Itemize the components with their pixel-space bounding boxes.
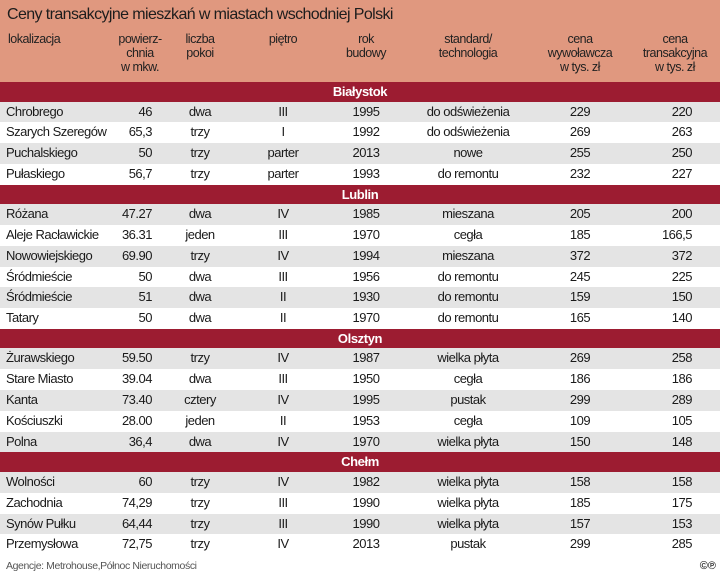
cell-standard: nowe (453, 145, 483, 161)
cell-year: 1990 (352, 494, 380, 510)
cell-rooms: jeden (185, 412, 215, 428)
table-row (0, 102, 720, 123)
cell-area: 51 (138, 289, 152, 305)
cell-standard: do remontu (437, 289, 499, 305)
cell-transaction-price: 285 (671, 536, 692, 552)
cell-floor: parter (267, 165, 299, 181)
cell-area: 50 (138, 310, 152, 326)
cell-floor: III (278, 494, 288, 510)
cell-asking-price: 372 (569, 247, 591, 263)
cell-standard: wielka płyta (437, 433, 499, 449)
cell-rooms: trzy (190, 494, 210, 510)
cell-rooms: trzy (190, 536, 210, 552)
cell-rooms: dwa (188, 371, 212, 387)
table-row (0, 204, 720, 225)
cell-asking-price: 255 (569, 145, 591, 161)
cell-transaction-price: 263 (671, 124, 692, 140)
cell-year: 1930 (352, 289, 380, 305)
cell-asking-price: 299 (569, 392, 591, 408)
cell-floor: II (279, 412, 287, 428)
table-row (0, 493, 720, 514)
cell-standard: pustak (450, 392, 486, 408)
cell-year: 1970 (352, 310, 380, 326)
table-row (0, 122, 720, 143)
cell-floor: IV (277, 392, 289, 408)
cell-location: Tatary (6, 310, 39, 326)
cell-rooms: trzy (190, 247, 210, 263)
section-header-2: Olsztyn (0, 329, 720, 349)
cell-floor: III (278, 515, 288, 531)
cell-transaction-price: 220 (671, 103, 692, 119)
cell-floor: parter (267, 145, 299, 161)
cell-asking-price: 299 (569, 536, 591, 552)
cell-standard: wielka płyta (437, 515, 499, 531)
cell-standard: cegła (453, 412, 483, 428)
column-header-rooms: liczba pokoi (185, 32, 215, 60)
cell-rooms: trzy (190, 124, 210, 140)
cell-transaction-price: 258 (671, 350, 692, 366)
cell-floor: III (278, 371, 288, 387)
cell-year: 1993 (352, 165, 380, 181)
table-row (0, 143, 720, 164)
cell-standard: mieszana (442, 247, 494, 263)
price-table (0, 82, 720, 555)
cell-location: Pułaskiego (6, 165, 65, 181)
cell-location: Zachodnia (6, 494, 63, 510)
cell-floor: IV (277, 206, 289, 222)
cell-floor: IV (277, 247, 289, 263)
cell-asking-price: 269 (569, 124, 591, 140)
cell-area: 60 (138, 473, 152, 489)
cell-transaction-price: 150 (671, 289, 692, 305)
table-row (0, 287, 720, 308)
cell-standard: wielka płyta (437, 494, 499, 510)
table-row (0, 225, 720, 246)
cell-asking-price: 165 (569, 310, 591, 326)
cell-location: Przemysłowa (6, 536, 78, 552)
cell-location: Aleje Racławickie (6, 226, 99, 242)
cell-rooms: dwa (188, 268, 212, 284)
cell-location: Wolności (6, 473, 55, 489)
cell-rooms: cztery (184, 392, 216, 408)
cell-rooms: trzy (190, 350, 210, 366)
cell-transaction-price: 225 (671, 268, 692, 284)
cell-area: 36,4 (128, 433, 152, 449)
cell-area: 59.50 (121, 350, 152, 366)
table-row (0, 348, 720, 369)
table-row (0, 411, 720, 432)
chart-title: Ceny transakcyjne mieszkań w miastach wschodniej Polski (7, 6, 393, 23)
section-header-3: Chełm (0, 452, 720, 472)
column-header-year: rok budowy (345, 32, 387, 60)
table-row (0, 369, 720, 390)
table-row (0, 164, 720, 185)
cell-transaction-price: 158 (671, 473, 692, 489)
cell-transaction-price: 289 (671, 392, 692, 408)
cell-floor: I (281, 124, 285, 140)
cell-asking-price: 109 (569, 412, 591, 428)
cell-area: 65,3 (128, 124, 152, 140)
column-header-asking-price: cena wywoławcza w tys. zł (547, 32, 613, 74)
cell-area: 56,7 (128, 165, 152, 181)
cell-area: 47.27 (121, 206, 152, 222)
cell-year: 1985 (352, 206, 380, 222)
cell-asking-price: 158 (569, 473, 591, 489)
cell-asking-price: 232 (569, 165, 591, 181)
cell-standard: pustak (450, 536, 486, 552)
cell-transaction-price: 372 (671, 247, 692, 263)
cell-location: Kanta (6, 392, 38, 408)
table-row (0, 472, 720, 493)
cell-year: 1987 (352, 350, 380, 366)
column-header-transaction-price: cena transakcyjna w tys. zł (642, 32, 708, 74)
cell-year: 1995 (352, 392, 380, 408)
cell-standard: do remontu (437, 268, 499, 284)
table-row (0, 514, 720, 535)
cell-asking-price: 205 (569, 206, 591, 222)
cell-standard: cegła (453, 371, 483, 387)
cell-year: 1982 (352, 473, 380, 489)
cell-rooms: dwa (188, 103, 212, 119)
cell-floor: III (278, 103, 288, 119)
cell-asking-price: 229 (569, 103, 591, 119)
cell-standard: do remontu (437, 165, 499, 181)
cell-location: Żurawskiego (6, 350, 75, 366)
cell-year: 2013 (352, 145, 380, 161)
cell-rooms: jeden (185, 226, 215, 242)
cell-standard: do odświeżenia (426, 124, 510, 140)
cell-floor: III (278, 268, 288, 284)
cell-area: 72,75 (121, 536, 152, 552)
cell-asking-price: 185 (569, 226, 591, 242)
cell-standard: cegła (453, 226, 483, 242)
cell-year: 1970 (352, 226, 380, 242)
cell-asking-price: 185 (569, 494, 591, 510)
cell-asking-price: 186 (569, 371, 591, 387)
cell-location: Kościuszki (6, 412, 63, 428)
cell-area: 50 (138, 268, 152, 284)
cell-standard: mieszana (442, 206, 494, 222)
cell-area: 73.40 (121, 392, 152, 408)
cell-rooms: trzy (190, 145, 210, 161)
cell-asking-price: 245 (569, 268, 591, 284)
table-row (0, 390, 720, 411)
cell-transaction-price: 166,5 (661, 226, 692, 242)
cell-area: 39.04 (121, 371, 152, 387)
column-header-standard: standard/ technologia (438, 32, 498, 60)
cell-asking-price: 150 (569, 433, 591, 449)
cell-location: Polna (6, 433, 37, 449)
cell-transaction-price: 175 (671, 494, 692, 510)
cell-floor: II (279, 289, 287, 305)
source-note: Agencje: Metrohouse,Północ Nieruchomości (6, 560, 197, 572)
cell-location: Nowowiejskiego (6, 247, 93, 263)
cell-transaction-price: 227 (671, 165, 692, 181)
cell-transaction-price: 250 (671, 145, 692, 161)
publisher-logo: ©℗ (699, 560, 716, 572)
cell-transaction-price: 200 (671, 206, 692, 222)
cell-floor: III (278, 226, 288, 242)
table-row (0, 267, 720, 288)
cell-area: 36.31 (121, 226, 152, 242)
cell-rooms: dwa (188, 206, 212, 222)
cell-standard: wielka płyta (437, 473, 499, 489)
cell-transaction-price: 105 (671, 412, 692, 428)
cell-transaction-price: 186 (671, 371, 692, 387)
cell-area: 28.00 (121, 412, 152, 428)
cell-standard: do remontu (437, 310, 499, 326)
column-header-location: lokalizacja (8, 32, 61, 46)
cell-location: Chrobrego (6, 103, 63, 119)
cell-year: 1956 (352, 268, 380, 284)
cell-floor: IV (277, 473, 289, 489)
section-header-1: Lublin (0, 185, 720, 205)
cell-area: 69.90 (121, 247, 152, 263)
cell-area: 50 (138, 145, 152, 161)
cell-year: 2013 (352, 536, 380, 552)
table-header (0, 0, 720, 82)
cell-location: Różana (6, 206, 48, 222)
cell-location: Synów Pułku (6, 515, 76, 531)
cell-year: 1992 (352, 124, 380, 140)
cell-year: 1990 (352, 515, 380, 531)
cell-location: Puchalskiego (6, 145, 78, 161)
cell-rooms: dwa (188, 289, 212, 305)
section-header-0: Białystok (0, 82, 720, 102)
cell-rooms: trzy (190, 515, 210, 531)
cell-standard: do odświeżenia (426, 103, 510, 119)
cell-floor: IV (277, 350, 289, 366)
cell-location: Szarych Szeregów (6, 124, 107, 140)
cell-rooms: dwa (188, 310, 212, 326)
cell-floor: IV (277, 433, 289, 449)
table-row (0, 246, 720, 267)
cell-year: 1995 (352, 103, 380, 119)
column-header-area: powierz- chnia w mkw. (118, 32, 162, 74)
cell-floor: II (279, 310, 287, 326)
table-row (0, 534, 720, 555)
cell-rooms: trzy (190, 473, 210, 489)
cell-asking-price: 157 (569, 515, 591, 531)
cell-location: Śródmieście (6, 268, 73, 284)
cell-location: Stare Miasto (6, 371, 73, 387)
cell-transaction-price: 140 (671, 310, 692, 326)
table-row (0, 308, 720, 329)
column-header-floor: piętro (268, 32, 298, 46)
cell-transaction-price: 153 (671, 515, 692, 531)
cell-year: 1953 (352, 412, 380, 428)
cell-transaction-price: 148 (671, 433, 692, 449)
cell-asking-price: 159 (569, 289, 591, 305)
cell-year: 1994 (352, 247, 380, 263)
table-row (0, 432, 720, 453)
cell-rooms: trzy (190, 165, 210, 181)
cell-floor: IV (277, 536, 289, 552)
cell-area: 74,29 (121, 494, 152, 510)
cell-area: 46 (138, 103, 152, 119)
cell-location: Śródmieście (6, 289, 73, 305)
cell-standard: wielka płyta (437, 350, 499, 366)
cell-asking-price: 269 (569, 350, 591, 366)
cell-year: 1950 (352, 371, 380, 387)
cell-year: 1970 (352, 433, 380, 449)
cell-rooms: dwa (188, 433, 212, 449)
cell-area: 64,44 (121, 515, 152, 531)
